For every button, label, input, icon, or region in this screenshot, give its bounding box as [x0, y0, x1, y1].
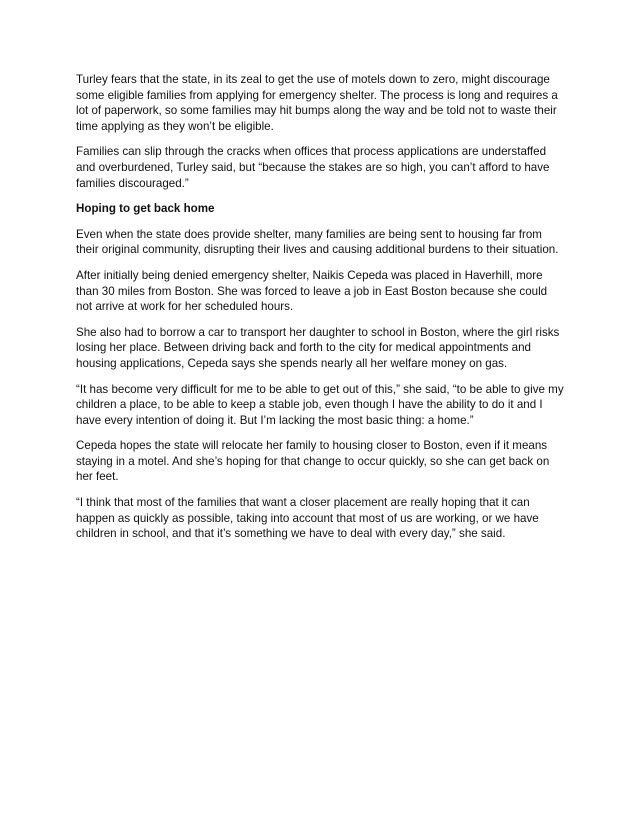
paragraph-cepeda-haverhill: After initially being denied emergency shelter, Naikis Cepeda was placed in Haverhill, more than 30 miles from Boston. She was forced to leave a job in East Boston because she could not arrive at work for her scheduled hours.: [76, 268, 548, 314]
section-heading: Hoping to get back home: [76, 202, 215, 216]
paragraph-quote-closer-placement: “I think that most of the families that want a closer placement are really hoping that it can happen as quickly as possible, taking into account that most of us are working, or we have children in school, and that it’s something we have to deal with every day,” she said.: [76, 496, 539, 541]
paragraph-turley-fears: Turley fears that the state, in its zeal to get the use of motels down to zero, might discourage some eligible families from applying for emergency shelter. The process is long and requires a lot of paperwork, so some families may hit bumps along the way and be told not to waste their time applying as they won’t be eligible.: [76, 73, 558, 133]
paragraph-cepeda-hopes: Cepeda hopes the state will relocate her family to housing closer to Boston, even if it means staying in a motel. And she’s hoping for that change to occur quickly, so she can get back on her feet.: [76, 439, 550, 484]
paragraph-shelter-far: Even when the state does provide shelter, many families are being sent to housing far from their original community, disrupting their lives and causing additional burdens to their situation.: [76, 227, 559, 257]
paragraph-quote-difficult: “It has become very difficult for me to be able to get out of this,” she said, “to be able to give my children a place, to be able to keep a stable job, even though I have the ability to do it and I have every intention of doing it. But I’m lacking the most basic thing: a home.”: [76, 382, 564, 427]
paragraph-borrow-car: She also had to borrow a car to transport her daughter to school in Boston, where the girl risks losing her place. Between driving back and forth to the city for medical appointments and housing applications, Cepeda says she spends nearly all her welfare money on gas.: [76, 325, 560, 370]
paragraph-families-slip: Families can slip through the cracks when offices that process applications are understaffed and overburdened, Turley said, but “because the stakes are so high, you can’t afford to have families discouraged.”: [76, 145, 550, 190]
article-body: [76, 72, 566, 552]
